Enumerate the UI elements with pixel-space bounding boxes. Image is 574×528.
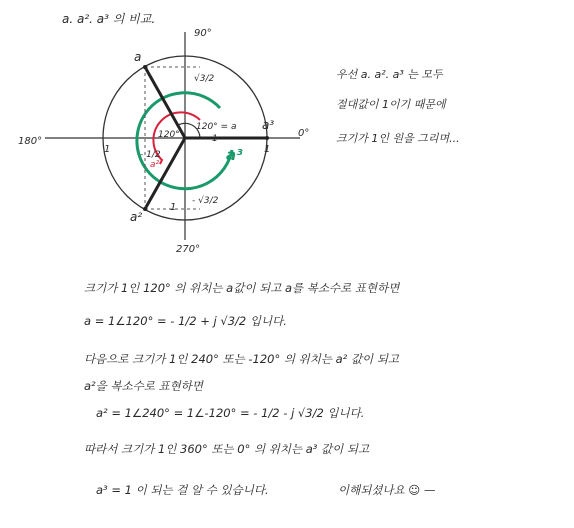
label-a3-arc: a³ [226, 146, 243, 164]
label-a2-arc: a² [150, 160, 160, 170]
label-120-inner: 120° [158, 130, 180, 140]
label-180: 180° [18, 136, 43, 147]
note-line-1: 우선 a. a². a³ 는 모두 [336, 68, 443, 81]
body-line-3: 다음으로 크기가 1인 240° 또는 -120° 의 위치는 a² 값이 되고 [84, 352, 400, 366]
label-one-left: 1 [104, 144, 111, 155]
point-a2 [143, 207, 147, 211]
header-title: a. a². a³ 의 비교. [62, 12, 156, 26]
body-line-5: a² = 1∠240° = 1∠-120° = - 1/2 - j √3/2 입니다. [96, 406, 365, 420]
label-one-right: 1 [264, 144, 271, 155]
body-line-2: a = 1∠120° = - 1/2 + j √3/2 입니다. [84, 314, 287, 328]
label-a2: a² [130, 210, 143, 224]
note-line-2: 절대값이 1이기 때문에 [336, 98, 446, 111]
label-sqrt3-top: √3/2 [194, 74, 215, 84]
note-line-3: 크기가 1인 원을 그리며... [336, 132, 460, 145]
body-line-4: a²을 복소수로 표현하면 [84, 379, 203, 393]
point-a3 [265, 136, 269, 140]
body-line-1: 크기가 1인 120° 의 위치는 a값이 되고 a를 복소수로 표현하면 [84, 281, 400, 295]
point-a [143, 65, 147, 69]
label-120-eq: 120° = a [196, 122, 237, 132]
label-sqrt3-bottom: - √3/2 [192, 196, 219, 206]
label-a: a [134, 50, 142, 64]
body-line-6: 따라서 크기가 1인 360° 또는 0° 의 위치는 a³ 값이 되고 [84, 442, 370, 456]
label-270: 270° [176, 244, 201, 255]
label-90: 90° [194, 28, 212, 39]
label-a3-point: a³ [262, 118, 275, 132]
vector-a [145, 67, 185, 138]
label-0: 0° [298, 128, 310, 139]
label-one-bottom: 1 [170, 202, 177, 213]
body-line-7: a³ = 1 이 되는 걸 알 수 있습니다. [96, 483, 269, 497]
label-half-neg: - 1/2 [140, 150, 161, 160]
signature: 이해되셨나요 ☺ — [338, 483, 436, 497]
label-one-vec: 1 [212, 134, 218, 144]
